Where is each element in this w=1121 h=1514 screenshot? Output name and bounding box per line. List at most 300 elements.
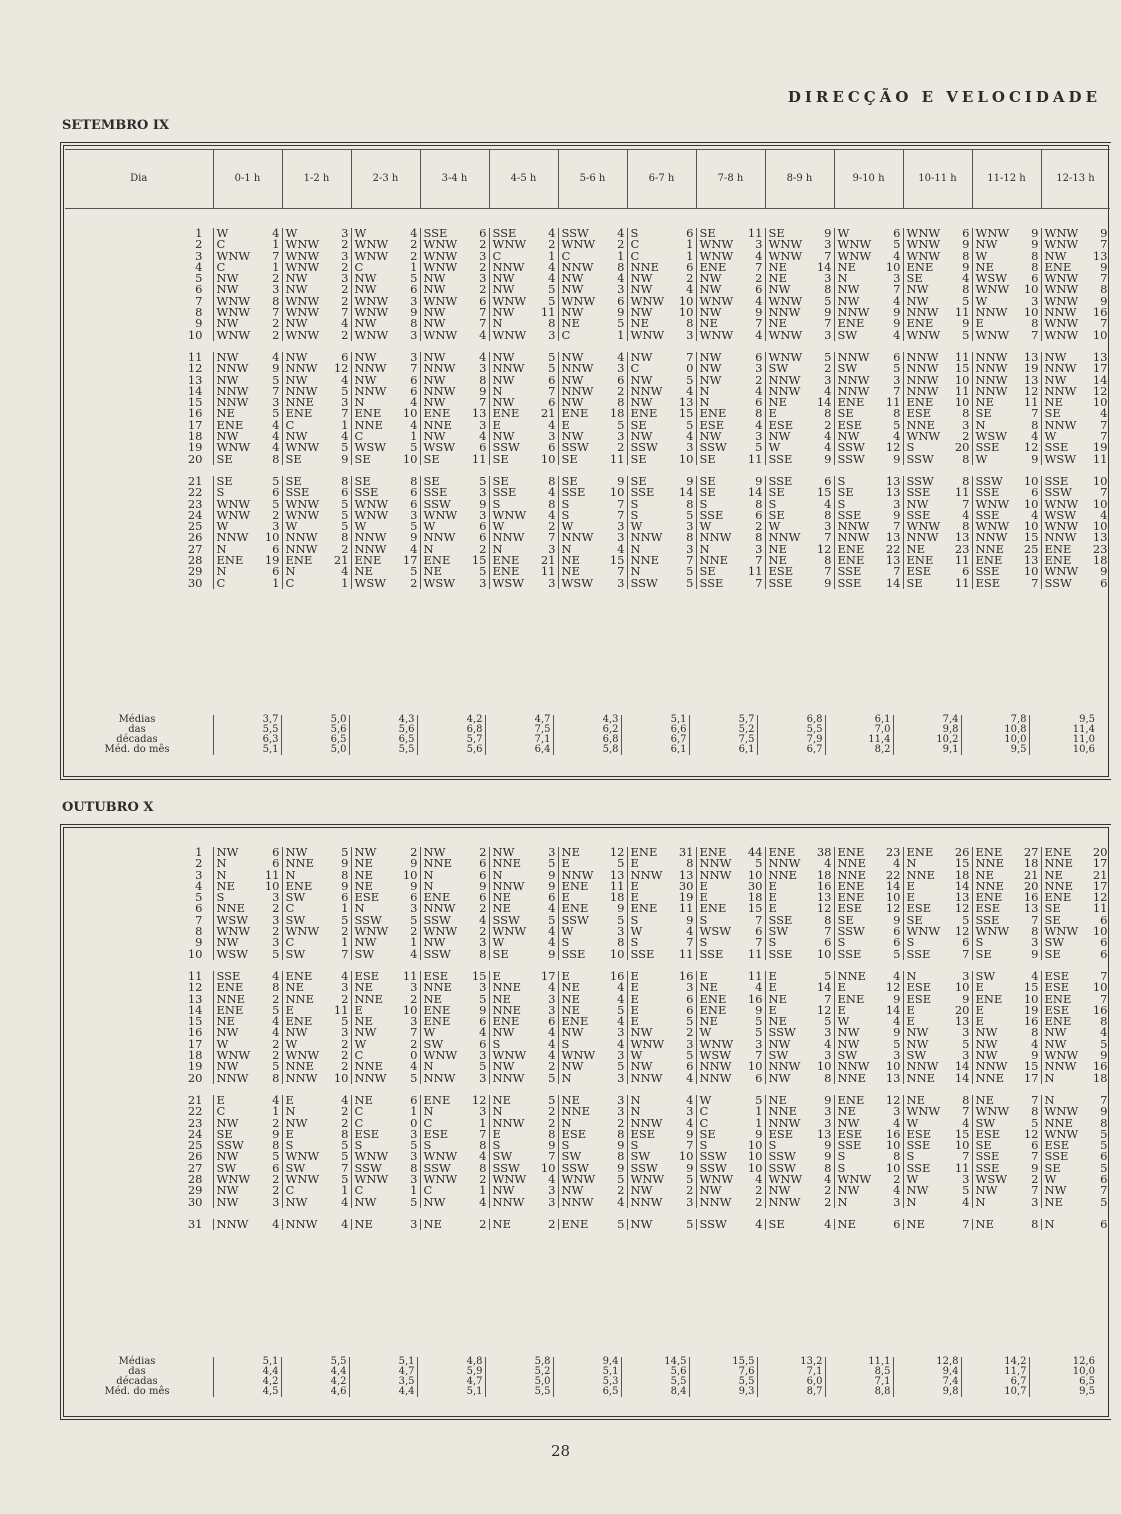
wind-entry: W: [975, 293, 988, 308]
wind-entry: NNW: [216, 1216, 249, 1231]
wind-velocity: 9: [686, 912, 694, 927]
wind-velocity: 25: [1023, 541, 1039, 556]
wind-velocity: 5: [962, 327, 970, 342]
wind-velocity: 8: [341, 473, 349, 488]
average-value: 6,7: [621, 735, 689, 745]
october-averages: [65, 1357, 1097, 1397]
wind-entry: NNE: [837, 867, 867, 882]
wind-velocity: 3: [824, 271, 832, 286]
wind-entry: SE: [699, 473, 716, 488]
wind-velocity: 3: [617, 1092, 625, 1107]
wind-velocity: 10: [1023, 473, 1039, 488]
wind-entry: NE: [837, 1104, 856, 1119]
wind-entry: ENE: [837, 890, 865, 905]
wind-velocity: 4: [617, 1036, 625, 1051]
wind-velocity: 10: [264, 878, 280, 893]
wind-velocity: 18: [609, 406, 625, 421]
wind-velocity: 7: [686, 349, 694, 364]
wind-velocity: 10: [747, 1160, 763, 1175]
wind-entry: ENE: [906, 845, 934, 859]
wind-velocity: 1: [272, 237, 280, 252]
wind-entry: SSE: [975, 485, 1000, 500]
wind-velocity: 4: [410, 541, 418, 556]
wind-entry: SSW: [354, 912, 382, 927]
wind-velocity: 21: [540, 406, 556, 421]
day-cell: 16: [187, 406, 203, 421]
wind-entry: NE: [354, 980, 373, 995]
wind-velocity: 3: [824, 1048, 832, 1063]
average-value: 5,1: [349, 1357, 417, 1367]
wind-entry: NW: [354, 316, 377, 331]
day-cell: 18: [187, 1048, 203, 1063]
wind-cell: [834, 1194, 903, 1209]
wind-entry: ENE: [630, 406, 658, 421]
wind-velocity: 8: [617, 395, 625, 410]
wind-entry: ENE: [837, 541, 865, 556]
wind-entry: SSW: [630, 1160, 658, 1175]
wind-entry: WNW: [1044, 496, 1079, 511]
wind-velocity: 18: [816, 867, 832, 882]
wind-cell: [627, 575, 696, 590]
day-cell: 15: [187, 1014, 203, 1029]
day-cell: 9: [195, 316, 203, 331]
average-value: 9,4: [553, 1357, 621, 1367]
wind-entry: SSW: [630, 575, 658, 590]
wind-entry: ENE: [561, 878, 589, 893]
wind-entry: NNE: [216, 901, 246, 916]
wind-entry: WNW: [975, 519, 1010, 534]
wind-cell: [972, 327, 1041, 342]
wind-entry: WNW: [285, 293, 320, 308]
wind-velocity: 9: [893, 991, 901, 1006]
wind-entry: NW: [216, 316, 239, 331]
wind-entry: WNW: [1044, 293, 1079, 308]
wind-velocity: 5: [479, 473, 487, 488]
wind-velocity: 6: [1031, 1138, 1039, 1153]
wind-velocity: 2: [341, 1115, 349, 1130]
wind-velocity: 5: [1031, 1115, 1039, 1130]
column-header-hour: 0-1 h: [213, 150, 282, 209]
wind-velocity: 8: [617, 935, 625, 950]
wind-entry: SSE: [975, 440, 1000, 455]
wind-velocity: 19: [678, 890, 694, 905]
wind-velocity: 19: [1092, 440, 1108, 455]
wind-velocity: 4: [479, 1025, 487, 1040]
wind-entry: SSE: [699, 507, 724, 522]
wind-entry: NNW: [837, 305, 870, 320]
wind-velocity: 5: [548, 1092, 556, 1107]
wind-cell: [834, 1216, 903, 1231]
wind-velocity: 3: [548, 429, 556, 444]
wind-entry: SSE: [906, 485, 931, 500]
wind-velocity: 11: [264, 867, 280, 882]
wind-entry: C: [354, 1183, 364, 1198]
day-cell: 20: [187, 1070, 203, 1085]
day-cell: 24: [187, 1126, 203, 1141]
day-cell: 30: [187, 1194, 203, 1209]
wind-entry: S: [216, 890, 225, 905]
wind-velocity: 13: [1023, 372, 1039, 387]
wind-entry: NNE: [906, 417, 936, 432]
wind-entry: SW: [630, 1149, 651, 1164]
wind-velocity: 4: [341, 1092, 349, 1107]
wind-entry: NW: [975, 1048, 998, 1063]
wind-velocity: 18: [1092, 1070, 1108, 1085]
average-value: 9,5: [1029, 1387, 1097, 1397]
wind-velocity: 3: [962, 417, 970, 432]
wind-velocity: 4: [893, 429, 901, 444]
wind-entry: NNE: [423, 417, 453, 432]
wind-velocity: 4: [755, 327, 763, 342]
wind-velocity: 7: [479, 1126, 487, 1141]
wind-velocity: 9: [1031, 237, 1039, 252]
wind-velocity: 10: [264, 530, 280, 545]
wind-entry: NE: [561, 1002, 580, 1017]
wind-entry: NW: [630, 1059, 653, 1074]
wind-velocity: 8: [755, 530, 763, 545]
wind-cell: [834, 946, 903, 961]
wind-entry: WNW: [492, 293, 527, 308]
wind-entry: ENE: [837, 316, 865, 331]
wind-entry: E: [699, 968, 708, 983]
wind-cell: [627, 1070, 696, 1085]
average-value: 5,6: [621, 1367, 689, 1377]
wind-cell: [972, 451, 1041, 466]
wind-velocity: 8: [410, 1160, 418, 1175]
wind-velocity: 3: [617, 1104, 625, 1119]
wind-velocity: 4: [272, 968, 280, 983]
wind-velocity: 8: [617, 1149, 625, 1164]
wind-entry: WNW: [423, 259, 458, 274]
wind-velocity: 4: [686, 1092, 694, 1107]
wind-velocity: 14: [954, 878, 970, 893]
wind-velocity: 13: [954, 890, 970, 905]
wind-entry: WNW: [1044, 1048, 1079, 1063]
wind-entry: WNW: [354, 305, 389, 320]
wind-entry: NW: [975, 1036, 998, 1051]
wind-cell: [1041, 575, 1110, 590]
wind-entry: NNW: [1044, 1059, 1077, 1074]
wind-velocity: 18: [747, 890, 763, 905]
wind-velocity: 5: [755, 1014, 763, 1029]
wind-velocity: 1: [410, 1104, 418, 1119]
wind-entry: S: [906, 1149, 915, 1164]
wind-velocity: 3: [272, 519, 280, 534]
wind-entry: NNE: [492, 856, 522, 871]
average-value: 9,8: [893, 725, 961, 735]
wind-velocity: 4: [962, 271, 970, 286]
average-value: 10,0: [961, 735, 1029, 745]
average-value: 4,5: [213, 1387, 281, 1397]
wind-entry: SSW: [699, 1160, 727, 1175]
wind-entry: NNW: [975, 305, 1008, 320]
wind-velocity: 5: [617, 912, 625, 927]
wind-entry: NW: [699, 282, 722, 297]
wind-velocity: 9: [686, 1126, 694, 1141]
wind-entry: WNW: [768, 1172, 803, 1187]
wind-velocity: 2: [824, 1194, 832, 1209]
wind-velocity: 5: [893, 237, 901, 252]
wind-entry: E: [906, 1002, 915, 1017]
wind-velocity: 14: [747, 485, 763, 500]
wind-entry: W: [1044, 429, 1057, 444]
wind-entry: ESE: [837, 901, 863, 916]
wind-velocity: 27: [1023, 845, 1039, 859]
wind-entry: NW: [561, 282, 584, 297]
wind-entry: WNW: [906, 519, 941, 534]
wind-velocity: 3: [410, 1126, 418, 1141]
wind-velocity: 8: [1031, 924, 1039, 939]
wind-velocity: 7: [1031, 912, 1039, 927]
wind-velocity: 6: [893, 1216, 901, 1231]
wind-cell: [558, 575, 627, 590]
wind-velocity: 8: [824, 507, 832, 522]
wind-velocity: 5: [410, 440, 418, 455]
wind-entry: NNE: [1044, 856, 1074, 871]
wind-entry: NE: [354, 856, 373, 871]
wind-entry: NW: [1044, 1036, 1067, 1051]
wind-velocity: 2: [548, 519, 556, 534]
wind-velocity: 2: [479, 259, 487, 274]
wind-velocity: 7: [548, 1149, 556, 1164]
wind-entry: WSW: [975, 429, 1008, 444]
wind-velocity: 12: [954, 924, 970, 939]
wind-velocity: 10: [1092, 924, 1108, 939]
wind-entry: ENE: [906, 395, 934, 410]
wind-entry: WNW: [1044, 271, 1079, 286]
wind-entry: NW: [423, 1194, 446, 1209]
wind-entry: E: [768, 968, 777, 983]
wind-velocity: 12: [1023, 1126, 1039, 1141]
wind-velocity: 3: [548, 327, 556, 342]
wind-entry: ENE: [699, 991, 727, 1006]
wind-entry: NW: [975, 1025, 998, 1040]
wind-entry: NNE: [492, 1002, 522, 1017]
day-cell: 15: [187, 395, 203, 410]
wind-velocity: 4: [1031, 968, 1039, 983]
wind-entry: W: [423, 519, 436, 534]
wind-entry: C: [561, 248, 571, 263]
wind-entry: SSW: [561, 440, 589, 455]
wind-velocity: 2: [341, 259, 349, 274]
wind-entry: NW: [630, 305, 653, 320]
wind-entry: ESE: [1044, 968, 1070, 983]
wind-entry: C: [423, 1115, 433, 1130]
wind-entry: SSW: [975, 473, 1003, 488]
day-cell: 24: [187, 507, 203, 522]
wind-entry: SSW: [906, 451, 934, 466]
average-value: 10,6: [1029, 745, 1097, 755]
wind-entry: SW: [285, 946, 306, 961]
wind-velocity: 7: [1100, 429, 1108, 444]
wind-velocity: 2: [341, 1048, 349, 1063]
wind-velocity: 1: [341, 575, 349, 590]
wind-entry: NW: [561, 395, 584, 410]
wind-velocity: 2: [410, 237, 418, 252]
wind-entry: ENE: [423, 890, 451, 905]
wind-entry: NNE: [768, 867, 798, 882]
wind-entry: SW: [837, 1048, 858, 1063]
wind-velocity: 3: [617, 519, 625, 534]
average-value: 5,5: [281, 1357, 349, 1367]
wind-entry: C: [354, 1048, 364, 1063]
wind-velocity: 1: [341, 935, 349, 950]
wind-entry: W: [975, 248, 988, 263]
wind-velocity: 7: [824, 991, 832, 1006]
wind-entry: WNW: [285, 1172, 320, 1187]
wind-entry: SSE: [768, 575, 793, 590]
wind-entry: SSW: [768, 1160, 796, 1175]
wind-velocity: 7: [962, 1216, 970, 1231]
wind-entry: E: [630, 1014, 639, 1029]
wind-velocity: 7: [1031, 575, 1039, 590]
wind-entry: NNE: [768, 1104, 798, 1119]
wind-entry: W: [561, 924, 574, 939]
wind-entry: C: [285, 417, 295, 432]
wind-velocity: 6: [341, 485, 349, 500]
wind-entry: NNE: [285, 395, 315, 410]
wind-velocity: 3: [410, 349, 418, 364]
wind-entry: WSW: [561, 575, 594, 590]
wind-entry: NNE: [630, 259, 660, 274]
wind-entry: WNW: [768, 248, 803, 263]
wind-entry: NE: [768, 395, 787, 410]
wind-entry: SE: [906, 912, 923, 927]
wind-entry: E: [975, 980, 984, 995]
wind-velocity: 3: [962, 968, 970, 983]
wind-entry: SSE: [630, 485, 655, 500]
wind-velocity: 11: [954, 575, 970, 590]
wind-velocity: 6: [962, 226, 970, 240]
wind-velocity: 2: [755, 1194, 763, 1209]
wind-velocity: 4: [410, 1059, 418, 1074]
wind-entry: SSW: [561, 912, 589, 927]
average-value: 5,2: [485, 1367, 553, 1377]
wind-velocity: 5: [272, 946, 280, 961]
average-value: 9,5: [961, 745, 1029, 755]
wind-velocity: 1: [341, 1183, 349, 1198]
wind-entry: C: [423, 1183, 433, 1198]
day-cell: 8: [195, 924, 203, 939]
wind-velocity: 2: [272, 1183, 280, 1198]
wind-velocity: 10: [747, 1149, 763, 1164]
wind-velocity: 4: [1100, 406, 1108, 421]
wind-velocity: 4: [755, 417, 763, 432]
column-header-hour: 5-6 h: [558, 150, 627, 209]
wind-entry: WNW: [975, 327, 1010, 342]
wind-entry: ESE: [906, 1126, 932, 1141]
wind-entry: ESE: [975, 901, 1001, 916]
wind-velocity: 9: [893, 316, 901, 331]
wind-entry: E: [975, 1014, 984, 1029]
wind-entry: WNW: [837, 248, 872, 263]
wind-entry: N: [285, 1104, 296, 1119]
wind-velocity: 7: [824, 564, 832, 579]
wind-velocity: 3: [617, 924, 625, 939]
wind-entry: SSE: [837, 564, 862, 579]
wind-velocity: 1: [755, 1104, 763, 1119]
wind-entry: E: [837, 1002, 846, 1017]
average-value: 9,1: [893, 745, 961, 755]
wind-velocity: 7: [686, 935, 694, 950]
wind-entry: W: [768, 440, 781, 455]
wind-entry: ESE: [906, 564, 932, 579]
wind-entry: NW: [285, 845, 308, 859]
wind-velocity: 7: [410, 361, 418, 376]
wind-entry: E: [906, 890, 915, 905]
wind-entry: NW: [354, 1025, 377, 1040]
wind-entry: WNW: [285, 305, 320, 320]
wind-entry: W: [354, 226, 367, 240]
average-value: 4,8: [417, 1357, 485, 1367]
wind-entry: ESE: [354, 890, 380, 905]
wind-velocity: 4: [479, 912, 487, 927]
wind-entry: N: [492, 1104, 503, 1119]
wind-entry: NE: [906, 1216, 925, 1231]
wind-entry: NE: [630, 316, 649, 331]
day-cell: 4: [195, 259, 203, 274]
wind-entry: NW: [492, 1025, 515, 1040]
wind-velocity: 7: [824, 530, 832, 545]
wind-velocity: 2: [341, 237, 349, 252]
wind-velocity: 4: [479, 1194, 487, 1209]
average-value: 10,2: [893, 735, 961, 745]
day-cell: 11: [187, 968, 203, 983]
october-frame: [60, 824, 1111, 1420]
wind-entry: ENE: [1044, 259, 1072, 274]
wind-velocity: 19: [1023, 361, 1039, 376]
wind-entry: WNW: [699, 293, 734, 308]
wind-velocity: 13: [471, 406, 487, 421]
wind-entry: WNW: [1044, 564, 1079, 579]
wind-entry: NE: [699, 1014, 718, 1029]
wind-velocity: 2: [410, 991, 418, 1006]
wind-velocity: 6: [410, 282, 418, 297]
wind-velocity: 11: [885, 395, 901, 410]
wind-velocity: 10: [402, 451, 418, 466]
wind-entry: S: [906, 935, 915, 950]
wind-entry: NE: [768, 991, 787, 1006]
wind-velocity: 16: [747, 991, 763, 1006]
wind-velocity: 1: [341, 417, 349, 432]
wind-velocity: 15: [816, 485, 832, 500]
day-cell: 31: [187, 1216, 203, 1231]
wind-velocity: 13: [816, 1126, 832, 1141]
wind-velocity: 6: [410, 496, 418, 511]
wind-velocity: 5: [272, 473, 280, 488]
wind-entry: NNW: [630, 383, 663, 398]
wind-velocity: 8: [1031, 417, 1039, 432]
wind-entry: WNW: [216, 1172, 251, 1187]
wind-velocity: 4: [824, 1216, 832, 1231]
wind-velocity: 1: [272, 259, 280, 274]
average-value: 4,6: [281, 1387, 349, 1397]
wind-velocity: 11: [954, 485, 970, 500]
wind-entry: W: [492, 935, 505, 950]
average-value: 10,7: [961, 1387, 1029, 1397]
wind-velocity: 3: [548, 1183, 556, 1198]
avg-label-cell: [65, 1357, 213, 1367]
wind-entry: NNW: [285, 383, 318, 398]
average-value: 5,5: [485, 1387, 553, 1397]
wind-entry: ENE: [561, 1014, 589, 1029]
wind-velocity: 5: [341, 496, 349, 511]
wind-velocity: 6: [479, 519, 487, 534]
wind-entry: NW: [216, 349, 239, 364]
wind-velocity: 10: [1092, 327, 1108, 342]
wind-entry: NE: [1044, 395, 1063, 410]
wind-velocity: 5: [686, 575, 694, 590]
